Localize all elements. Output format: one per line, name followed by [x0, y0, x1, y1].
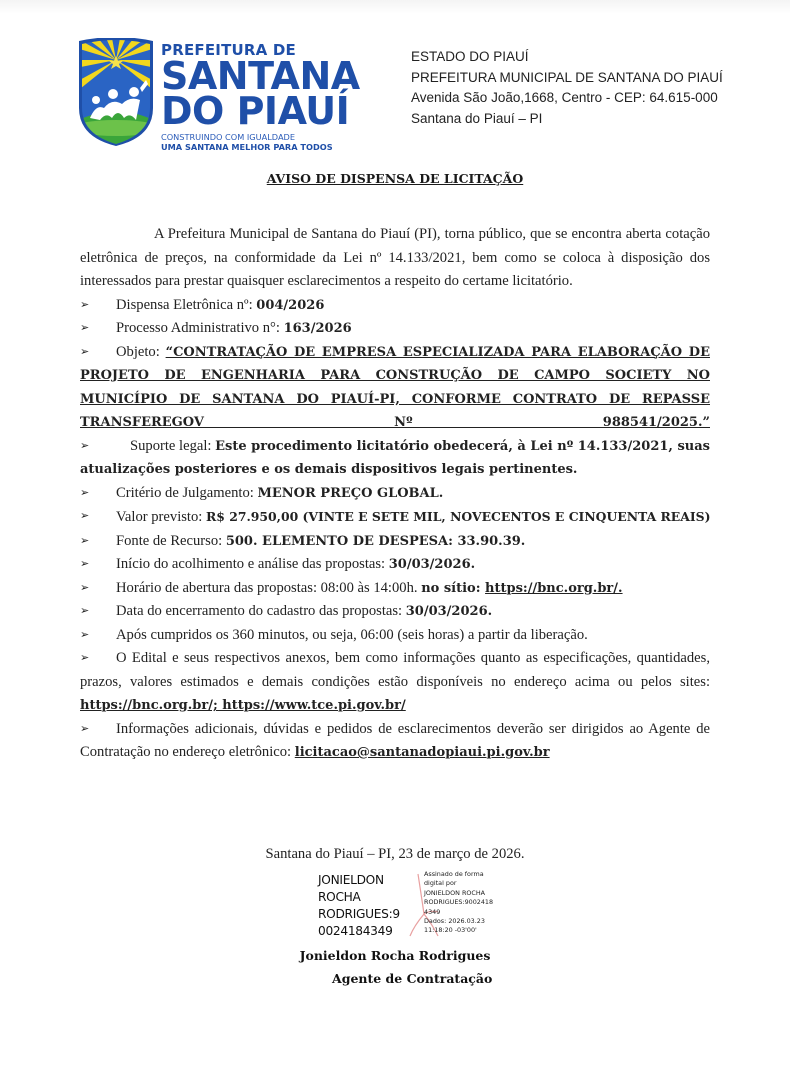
- arrowhead-bullet-icon: ➢: [80, 510, 90, 522]
- address-line-city: Santana do Piauí – PI: [411, 110, 543, 126]
- arrowhead-bullet-icon: ➢: [80, 322, 90, 334]
- item-edital: ➢ O Edital e seus respectivos anexos, bem como informações quanto as especificações, quantidades, prazos, valores estimados e demais condições estão disponíveis no endereço acima ou pelos sites: https://bnc.org.br/; https://www.tce.pi.gov.br/: [80, 647, 710, 718]
- fonte-value: 500. ELEMENTO DE DESPESA: 33.90.39.: [225, 533, 526, 549]
- logo-line-2: SANTANA: [161, 54, 360, 98]
- dispensa-number: 004/2026: [256, 297, 325, 313]
- item-inicio: ➢ Início do acolhimento e análise das propostas: 30/03/2026.: [80, 553, 710, 577]
- bnc-link[interactable]: https://bnc.org.br/.: [485, 580, 623, 596]
- encerramento-date: 30/03/2026.: [405, 604, 493, 619]
- signature-metadata: Assinado de forma digital por JONIELDON ROCHA RODRIGUES:9002418 4349 Dados: 2026.03.23 11:18:20 -03'00': [424, 870, 494, 935]
- logo-wordmark: [161, 42, 360, 152]
- arrowhead-bullet-icon: ➢: [80, 605, 90, 617]
- item-valor: ➢ Valor previsto: R$ 27.950,00 (VINTE E SETE MIL, NOVECENTOS E CINQUENTA REAIS): [80, 505, 710, 530]
- processo-number: 163/2026: [283, 321, 352, 336]
- item-informacoes: ➢ Informações adicionais, dúvidas e pedidos de esclarecimentos deverão ser dirigidos ao Agente de Contratação no endereço eletrônico: licitacao@santanadopiaui.pi.gov.br: [80, 718, 710, 765]
- arrowhead-bullet-icon: ➢: [80, 558, 90, 570]
- arrowhead-bullet-icon: ➢: [80, 298, 90, 311]
- criterio-value: MENOR PREÇO GLOBAL.: [257, 485, 444, 501]
- arrowhead-bullet-icon: ➢: [80, 652, 90, 664]
- logo-slogan-1: CONSTRUINDO COM IGUALDADE: [161, 132, 296, 142]
- header-address: [411, 47, 723, 129]
- item-objeto: ➢ Objeto: “CONTRATAÇÃO DE EMPRESA ESPECIALIZADA PARA ELABORAÇÃO DE PROJETO DE ENGENHARIA PARA CONSTRUÇÃO DE CAMPO SOCIETY NO MUNICÍPIO DE SANTANA DO PIAUÍ-PI, CONFORME CONTRATO DE REPASSE TRANSFEREGOV Nº 988541/2025.”: [80, 341, 710, 435]
- prefeitura-logo: [76, 38, 360, 152]
- address-line-street: Avenida São João,1668, Centro - CEP: 64.615-000: [411, 90, 718, 105]
- email-link[interactable]: licitacao@santanadopiaui.pi.gov.br: [294, 745, 550, 760]
- arrowhead-bullet-icon: ➢: [80, 534, 90, 547]
- item-apos: ➢ Após cumpridos os 360 minutos, ou seja, 06:00 (seis horas) a partir da liberação.: [80, 624, 710, 648]
- document-title: AVISO DE DISPENSA DE LICITAÇÃO: [266, 171, 524, 186]
- item-fonte: ➢ Fonte de Recurso: 500. ELEMENTO DE DESPESA: 33.90.39.: [80, 530, 710, 554]
- signer-name: Jonieldon Rocha Rodrigues: [299, 948, 491, 963]
- signer-role: Agente de Contratação: [332, 971, 493, 986]
- suporte-legal-text: Este procedimento licitatório obedecerá, à Lei nº 14.133/2021, suas atualizações posteriores e os demais dispositivos legais pertinentes.: [80, 438, 710, 477]
- address-line-state: ESTADO DO PIAUÍ: [411, 49, 529, 64]
- arrowhead-bullet-icon: ➢: [80, 581, 90, 594]
- arrowhead-bullet-icon: ➢: [80, 486, 90, 499]
- inicio-date: 30/03/2026.: [388, 557, 476, 572]
- logo-slogan-2: UMA SANTANA MELHOR PARA TODOS: [161, 142, 333, 152]
- item-encerramento: ➢ Data do encerramento do cadastro das propostas: 30/03/2026.: [80, 600, 710, 624]
- place-and-date: Santana do Piauí – PI, 23 de março de 2026.: [265, 846, 525, 862]
- digital-signature: [318, 870, 494, 942]
- item-dispensa: ➢ Dispensa Eletrônica nº: 004/2026: [80, 294, 710, 318]
- item-processo: ➢ Processo Administrativo n°: 163/2026: [80, 317, 710, 341]
- item-horario: ➢ Horário de abertura das propostas: 08:00 às 14:00h. no sítio: https://bnc.org.br/.: [80, 577, 710, 601]
- scan-edge: [0, 0, 790, 14]
- document-body: [80, 223, 710, 765]
- valor-value: R$ 27.950,00 (VINTE E SETE MIL, NOVECENTOS E CINQUENTA REAIS): [205, 509, 711, 524]
- item-suporte-legal: ➢ Suporte legal: Este procedimento licitatório obedecerá, à Lei nº 14.133/2021, suas atualizações posteriores e os demais dispositivos legais pertinentes.: [80, 435, 710, 482]
- arrowhead-bullet-icon: ➢: [80, 722, 90, 735]
- address-line-prefeitura: PREFEITURA MUNICIPAL DE SANTANA DO PIAUÍ: [411, 69, 723, 85]
- signer-name-block: JONIELDON ROCHA RODRIGUES:9 0024184349: [318, 873, 400, 938]
- objeto-description: “CONTRATAÇÃO DE EMPRESA ESPECIALIZADA PARA ELABORAÇÃO DE PROJETO DE ENGENHARIA PARA CONSTRUÇÃO DE CAMPO SOCIETY NO MUNICÍPIO DE SANTANA DO PIAUÍ-PI, CONFORME CONTRATO DE REPASSE TRANSFEREGOV Nº 988541/2025.”: [80, 344, 710, 430]
- arrowhead-bullet-icon: ➢: [80, 345, 90, 358]
- intro-paragraph: A Prefeitura Municipal de Santana do Piauí (PI), torna público, que se encontra aberta cotação eletrônica de preços, na conformidade da Lei nº 14.133/2021, bem como se coloca à disposição dos interessados para prestar quaisquer esclarecimentos a respeito do certame licitatório.: [80, 226, 710, 289]
- shield-emblem-icon: [76, 38, 156, 146]
- arrowhead-bullet-icon: ➢: [80, 439, 90, 452]
- logo-line-1: PREFEITURA DE: [161, 41, 296, 59]
- logo-line-3: DO PIAUÍ: [161, 89, 350, 133]
- item-criterio: ➢ Critério de Julgamento: MENOR PREÇO GLOBAL.: [80, 482, 710, 506]
- edital-links[interactable]: https://bnc.org.br/; https://www.tce.pi.gov.br/: [80, 698, 406, 713]
- arrowhead-bullet-icon: ➢: [80, 628, 90, 641]
